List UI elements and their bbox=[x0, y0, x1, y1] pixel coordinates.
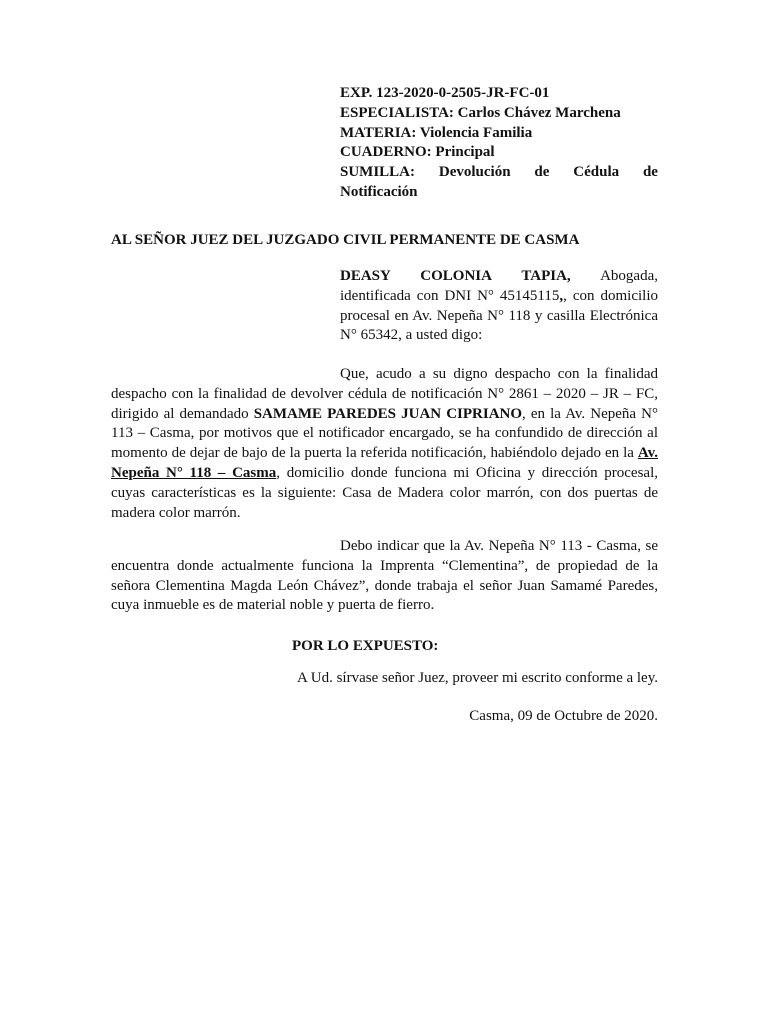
para1-first-line: Que, acudo a su digno despacho con la finalidad bbox=[340, 366, 658, 382]
intro-text-b: , con domicilio procesal en Av. Nepeña N° 118 y casilla Electrónica N° 65342, a usted digo: bbox=[340, 287, 658, 344]
por-lo-expuesto: POR LO EXPUESTO: bbox=[292, 638, 439, 654]
summary-word: de bbox=[642, 164, 658, 181]
intro-word: DEASY bbox=[340, 268, 391, 284]
addressee: AL SEÑOR JUEZ DEL JUZGADO CIVIL PERMANENTE DE CASMA bbox=[111, 232, 580, 248]
intro-line-1 bbox=[340, 267, 658, 287]
para2-text: Debo indicar que la Av. Nepeña N° 113 - Casma, se encuentra donde actualmente funciona la Imprenta “Clementina”, de propiedad de la señora Clementina Magda León Chávez”, donde trabaja el señor Juan Samamé Paredes, cuya inmueble es de material noble y puerta de fierro. bbox=[111, 538, 658, 614]
intro-word: Abogada, bbox=[600, 268, 658, 284]
defendant-name: SAMAME PAREDES JUAN CIPRIANO bbox=[253, 405, 523, 422]
summary-line-1 bbox=[340, 163, 658, 183]
summary-line-2: Notificación bbox=[340, 183, 418, 200]
para1-text-c: , domicilio donde funciona mi Oficina y dirección procesal, cuyas características es la siguiente: Casa de Madera color marrón, con dos puertas de madera color marrón. bbox=[111, 464, 658, 521]
case-header bbox=[340, 84, 658, 203]
intro-word: COLONIA bbox=[420, 268, 492, 284]
closing-request: A Ud. sírvase señor Juez, proveer mi escrito conforme a ley. bbox=[297, 670, 658, 686]
underlined-address: Av. Nepeña N° 118 – Casma bbox=[111, 445, 658, 481]
body-paragraph-2 bbox=[111, 537, 658, 616]
summary-word: Cédula bbox=[573, 164, 620, 181]
para1-text-b: , en la Av. Nepeña N° 113 – Casma, por motivos que el notificador encargado, se ha confundido de dirección al momento de dejar de bajo de la puerta la referida notificación, habiéndolo dejado en la bbox=[111, 405, 658, 462]
body-paragraph-1 bbox=[111, 365, 658, 523]
notebook: CUADERNO: Principal bbox=[340, 144, 495, 161]
summary-word: SUMILLA: bbox=[340, 164, 416, 181]
intro-paragraph: DEASY COLONIA TAPIA, Abogada, identificada con DNI N° 45145115,, con domicilio procesal en Av. Nepeña N° 118 y casilla Electrónica N° 65342, a usted digo: bbox=[340, 268, 658, 344]
subject-matter: MATERIA: Violencia Familia bbox=[340, 124, 533, 141]
para1-text-a: despacho con la finalidad de devolver cédula de notificación N° 2861 – 2020 – JR – FC, dirigido al demandado bbox=[111, 385, 658, 422]
intro-text-a: identificada con DNI N° 45145115 bbox=[340, 287, 560, 304]
summary-word: Devolución bbox=[438, 164, 511, 181]
intro-word: TAPIA, bbox=[521, 268, 571, 284]
specialist: ESPECIALISTA: Carlos Chávez Marchena bbox=[340, 104, 621, 121]
date-line: Casma, 09 de Octubre de 2020. bbox=[469, 708, 658, 724]
summary-word: de bbox=[534, 164, 550, 181]
case-number: EXP. 123-2020-0-2505-JR-FC-01 bbox=[340, 85, 550, 101]
